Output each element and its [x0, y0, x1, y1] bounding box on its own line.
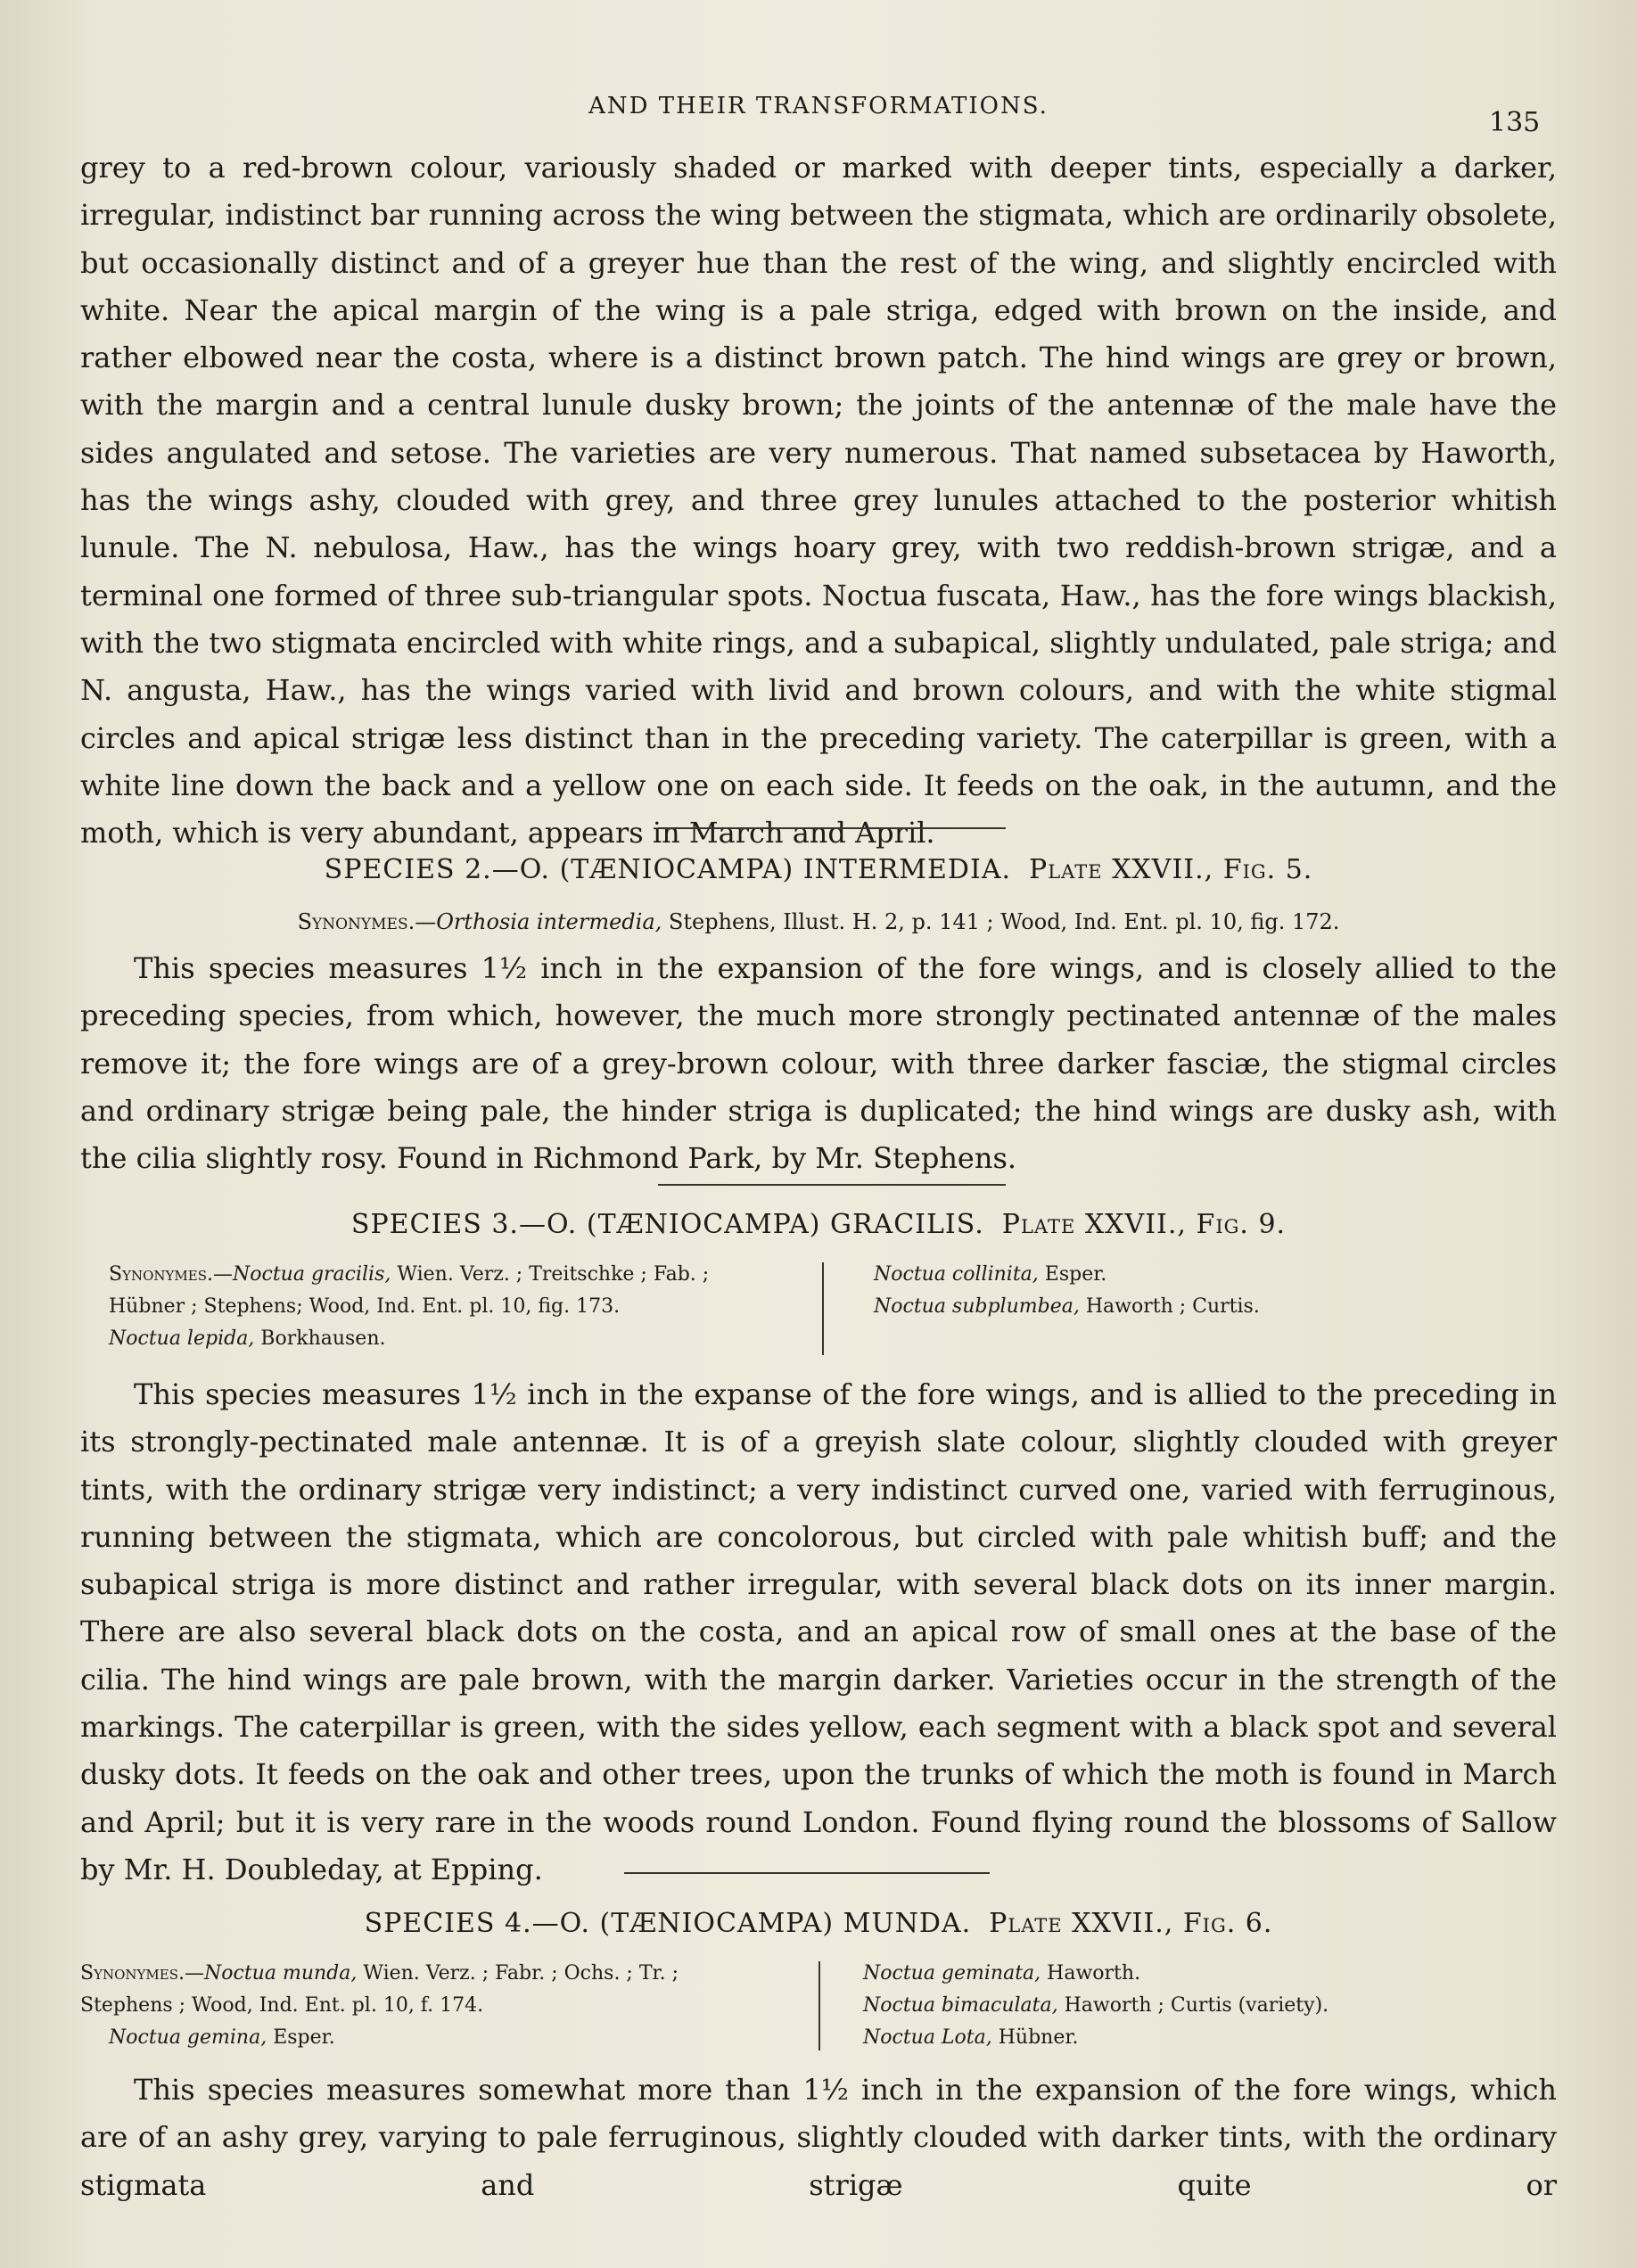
species-3-title: SPECIES 3.—O. (TÆNIOCAMPA) GRACILIS.: [350, 1209, 984, 1240]
section-divider: [658, 1184, 1006, 1186]
synonym-name: Noctua munda,: [204, 1962, 358, 1984]
species-4-heading: [0, 1908, 1637, 1939]
synonym-reference: Borkhausen.: [254, 1327, 386, 1350]
synonym-name: Noctua gracilis,: [233, 1263, 391, 1286]
species-3-heading: [0, 1209, 1637, 1240]
synonym-name: Noctua Lota,: [863, 2026, 992, 2049]
synonym-name: Noctua bimaculata,: [863, 1994, 1058, 2017]
species-4-paragraph: This species measures somewhat more than 1½ inch in the expansion of the fore wings, which are of an ashy grey, varying to pale ferruginous, slightly clouded with darker tints, with the ordinary stigmata and strigæ quite or: [80, 2073, 1557, 2202]
species-2-synonyms: [0, 909, 1637, 934]
page-number: 135: [1489, 107, 1541, 138]
species-2-title: SPECIES 2.—O. (TÆNIOCAMPA) INTERMEDIA.: [324, 854, 1012, 885]
species-3-plate-ref: Plate XXVII., Fig. 9.: [1001, 1209, 1287, 1240]
running-title: AND THEIR TRANSFORMATIONS.: [588, 93, 1049, 119]
species-3-synonyms-right: [874, 1259, 1260, 1323]
synonym-line: [874, 1291, 1260, 1323]
synonym-line: [863, 1958, 1329, 1990]
synonym-reference: Esper.: [267, 2026, 335, 2049]
synonym-reference: Hübner.: [991, 2026, 1079, 2049]
synonym-line: [863, 2022, 1329, 2054]
synonym-line: Stephens ; Wood, Ind. Ent. pl. 10, f. 174.: [80, 1994, 484, 2017]
synonym-name: Noctua lepida,: [109, 1327, 255, 1350]
synonym-line: [109, 1259, 709, 1291]
synonym-reference: Wien. Verz. ; Fabr. ; Ochs. ; Tr. ;: [357, 1962, 679, 1984]
synonym-reference: Haworth ; Curtis (variety).: [1057, 1994, 1329, 2017]
species-3-synonyms-left: [109, 1259, 709, 1355]
synonymes-label: Synonymes.—: [80, 1962, 205, 1984]
synonym-name: Noctua gemina,: [109, 2026, 267, 2049]
species-2-paragraph: This species measures 1½ inch in the expansion of the fore wings, and is closely allied to the preceding species, from which, however, the much more strongly pectinated antennæ of the males remove it; the fore wings are of a grey-brown colour, with three darker fasciæ, the stigmal circles and ordinary strigæ being pale, the hinder striga is duplicated; the hind wings are dusky ash, with the cilia slightly rosy. Found in Richmond Park, by Mr. Stephens.: [80, 951, 1557, 1176]
synonym-name: Noctua geminata,: [863, 1962, 1041, 1984]
synonym-reference: Stephens, Illust. H. 2, p. 141 ; Wood, Ind. Ent. pl. 10, fig. 172.: [662, 909, 1340, 934]
species-2-heading: [0, 854, 1637, 885]
intro-paragraph: grey to a red-brown colour, variously shaded or marked with deeper tints, especially a darker, irregular, indistinct bar running across the wing between the stigmata, which are ordinarily obsolete, but occasionally distinct and of a greyer hue than the rest of the wing, and slightly encircled with white. Near the apical margin of the wing is a pale striga, edged with brown on the inside, and rather elbowed near the costa, where is a distinct brown patch. The hind wings are grey or brown, with the margin and a central lunule dusky brown; the joints of the antennæ of the male have the sides angulated and setose. The varieties are very numerous. That named subsetacea by Haworth, has the wings ashy, clouded with grey, and three grey lunules attached to the posterior whitish lunule. The N. nebulosa, Haw., has the wings hoary grey, with two reddish-brown strigæ, and a terminal one formed of three sub-triangular spots. Noctua fuscata, Haw., has the fore wings blackish, with the two stigmata encircled with white rings, and a subapical, slightly undulated, pale striga; and N. angusta, Haw., has the wings varied with livid and brown colours, and with the white stigmal circles and apical strigæ less distinct than in the preceding variety. The caterpillar is green, with a white line down the back and a yellow one on each side. It feeds on the oak, in the autumn, and the moth, which is very abundant, appears in March and April.: [80, 151, 1557, 850]
species-4-synonyms-left: [80, 1958, 679, 2054]
section-divider: [658, 827, 1006, 829]
synonym-line: [80, 1958, 679, 1990]
synonymes-label: Synonymes.—: [297, 909, 437, 934]
species-4-plate-ref: Plate XXVII., Fig. 6.: [989, 1908, 1273, 1939]
synonym-name: Noctua collinita,: [874, 1263, 1039, 1286]
synonym-line: [109, 1323, 709, 1355]
synonymes-label: Synonymes.—: [109, 1263, 234, 1286]
synonym-column-divider: [822, 1262, 824, 1355]
synonym-line: [80, 2022, 679, 2054]
synonym-name: Orthosia intermedia,: [436, 909, 662, 934]
species-4-synonyms-right: [863, 1958, 1329, 2054]
synonym-reference: Haworth ; Curtis.: [1079, 1295, 1260, 1318]
synonym-reference: Wien. Verz. ; Treitschke ; Fab. ;: [391, 1263, 710, 1286]
synonym-line: Hübner ; Stephens; Wood, Ind. Ent. pl. 10, fig. 173.: [109, 1295, 621, 1318]
section-divider: [624, 1872, 990, 1874]
synonym-line: [863, 1990, 1329, 2022]
synonym-name: Noctua subplumbea,: [874, 1295, 1080, 1318]
species-2-plate-ref: Plate XXVII., Fig. 5.: [1029, 854, 1313, 885]
synonym-reference: Haworth.: [1041, 1962, 1141, 1984]
species-3-paragraph: This species measures 1½ inch in the expanse of the fore wings, and is allied to the preceding in its strongly-pectinated male antennæ. It is of a greyish slate colour, slightly clouded with greyer tints, with the ordinary strigæ very indistinct; a very indistinct curved one, varied with ferruginous, running between the stigmata, which are concolorous, but circled with pale whitish buff; and the subapical striga is more distinct and rather irregular, with several black dots on its inner margin. There are also several black dots on the costa, and an apical row of small ones at the base of the cilia. The hind wings are pale brown, with the margin darker. Varieties occur in the strength of the markings. The caterpillar is green, with the sides yellow, each segment with a black spot and several dusky dots. It feeds on the oak and other trees, upon the trunks of which the moth is found in March and April; but it is very rare in the woods round London. Found flying round the blossoms of Sallow by Mr. H. Doubleday, at Epping.: [80, 1377, 1557, 1886]
species-4-title: SPECIES 4.—O. (TÆNIOCAMPA) MUNDA.: [364, 1908, 972, 1939]
synonym-reference: Esper.: [1038, 1263, 1107, 1286]
synonym-column-divider: [818, 1961, 820, 2050]
synonym-line: [874, 1259, 1260, 1291]
